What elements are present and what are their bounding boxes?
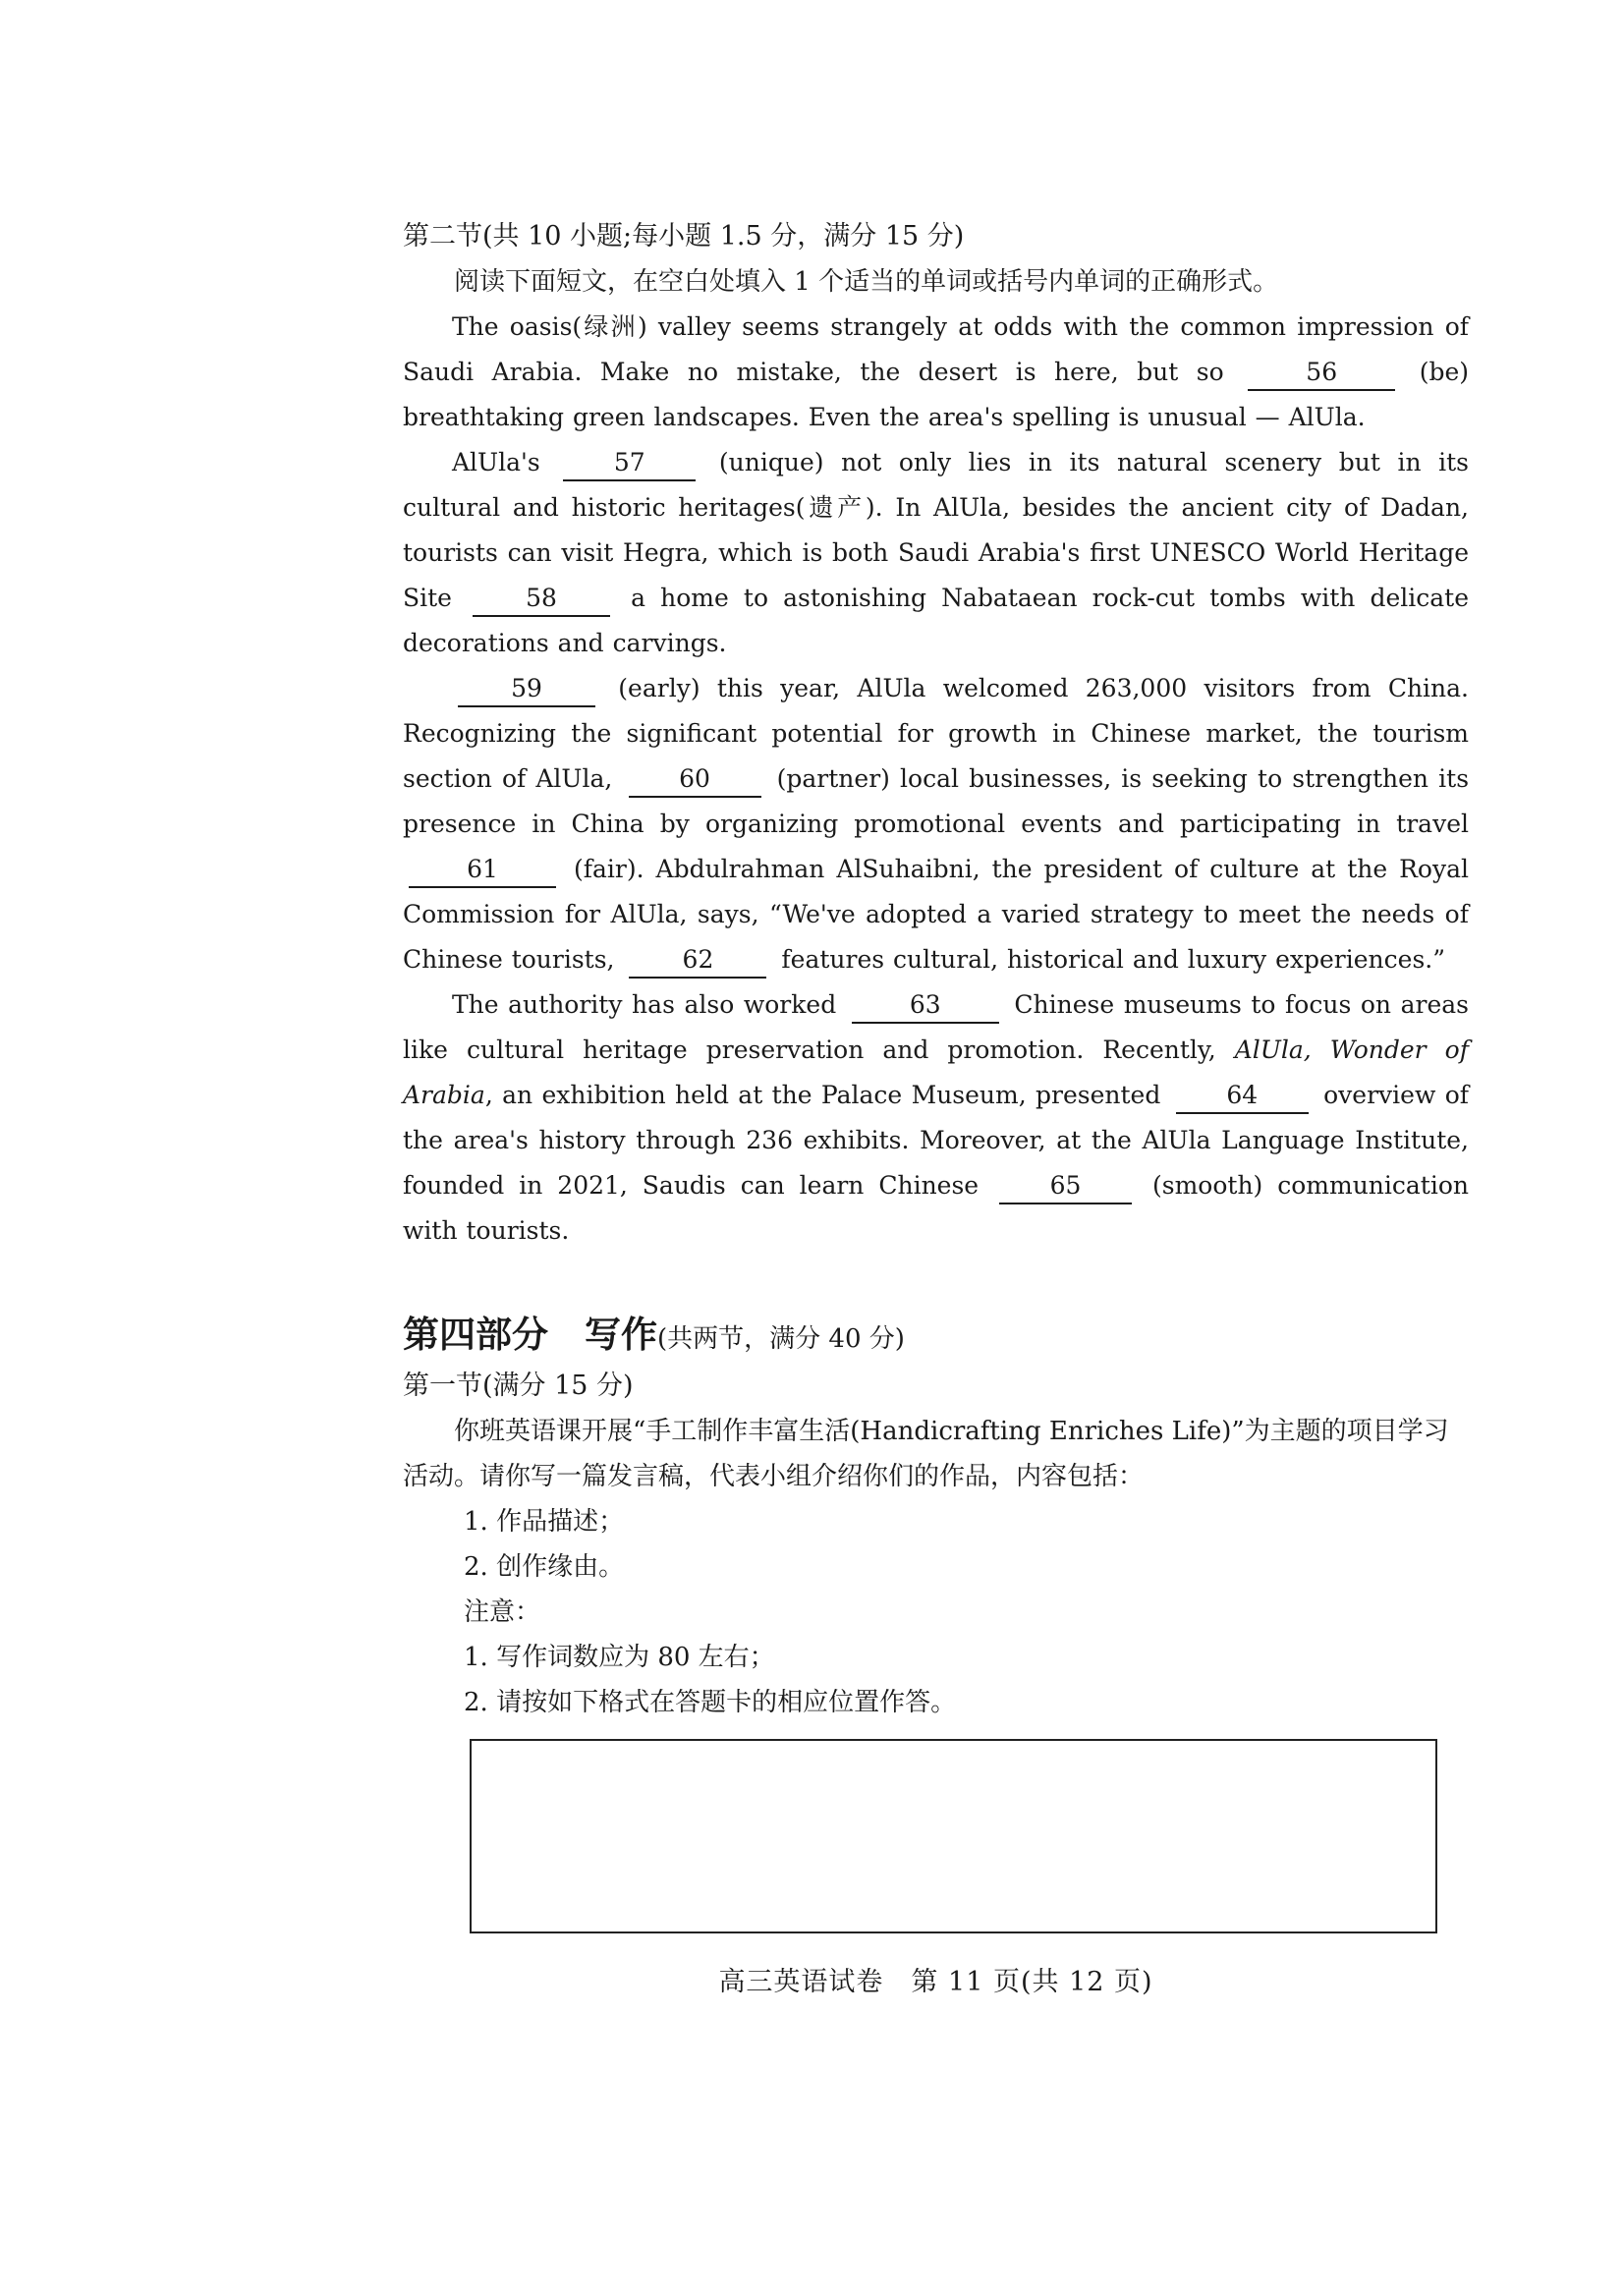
blank-63[interactable]: 63: [852, 988, 999, 1024]
p1-text-c: (be) breathtaking green landscapes. Even the area's spelling is unusual — AlUla.: [403, 358, 1470, 431]
exam-page: [403, 214, 1469, 2002]
page-footer: 高三英语试卷 第 11 页(共 12 页): [718, 1967, 1153, 1997]
blank-56[interactable]: 56: [1248, 356, 1395, 391]
answer-box[interactable]: [470, 1739, 1437, 1933]
blank-57[interactable]: 57: [563, 446, 696, 481]
p4-text-d: overview of the area's history through 236 exhibits. Moreover, at the AlUla Language Institute, founded in 2021, Saudis can learn Chinese: [403, 1081, 1470, 1200]
note-item-2: 2. 请按如下格式在答题卡的相应位置作答。: [464, 1688, 957, 1717]
p2-text-a: AlUla's: [452, 448, 540, 476]
blank-58[interactable]: 58: [473, 582, 610, 617]
part-4-title: 第四部分 写作: [403, 1314, 657, 1356]
content-item-1: 1. 作品描述；: [464, 1507, 625, 1537]
p2-text-d: a home to astonishing Nabataean rock-cut tombs with delicate decorations and carvings.: [403, 584, 1469, 657]
p4-text-a: The authority has also worked: [452, 990, 837, 1019]
blank-59[interactable]: 59: [458, 672, 595, 707]
passage-paragraph-1: [403, 305, 1469, 440]
p4-text-e: (smooth) communication with tourists.: [403, 1171, 1469, 1245]
passage-paragraph-4: [403, 982, 1469, 1254]
p4-text-c: , an exhibition held at the Palace Museum, presented: [484, 1081, 1161, 1109]
note-label: 注意：: [464, 1597, 541, 1627]
blank-60[interactable]: 60: [629, 762, 761, 798]
part-4-section-1-heading: 第一节(满分 15 分): [403, 1371, 634, 1401]
p3-text-c: (fair). Abdulrahman AlSuhaibni, the president of culture at the Royal Commission for AlUla, says, “We've adopted a varied strategy to meet the needs of Chinese tourists,: [403, 855, 1470, 974]
blank-61[interactable]: 61: [409, 853, 556, 888]
content-item-2: 2. 创作缘由。: [464, 1552, 625, 1582]
blank-62[interactable]: 62: [629, 943, 766, 979]
p4-text-b: Chinese museums to focus on areas like cultural heritage preservation and promotion. Recently,: [403, 990, 1469, 1064]
note-item-1: 1. 写作词数应为 80 左右；: [464, 1643, 775, 1672]
part-4-subtitle: (共两节，满分 40 分): [657, 1324, 905, 1354]
passage-paragraph-3: [403, 666, 1469, 982]
p3-text-a: (early) this year, AlUla welcomed 263,000 visitors from China. Recognizing the significant potential for growth in Chinese market, the tourism section of AlUla,: [403, 674, 1469, 793]
passage-paragraph-2: [403, 440, 1469, 666]
p1-text-a: The oasis(绿洲) valley seems strangely at odds with the common impression of Saudi Arabia. Make no mistake, the desert is here, but so: [403, 312, 1469, 386]
part-4-heading: [403, 1311, 1469, 1364]
p3-text-d: features cultural, historical and luxury experiences.”: [781, 945, 1445, 974]
p3-text-b: (partner) local businesses, is seeking to strengthen its presence in China by organizing promotional events and participating in travel: [403, 764, 1470, 838]
writing-prompt: 你班英语课开展“手工制作丰富生活(Handicrafting Enriches Life)”为主题的项目学习活动。请你写一篇发言稿，代表小组介绍你们的作品，内容包括：: [403, 1417, 1449, 1491]
section-2-heading: 第二节(共 10 小题;每小题 1.5 分，满分 15 分): [403, 221, 965, 252]
exhibition-title: AlUla, Wonder of Arabia: [403, 1036, 1469, 1109]
section-2-instruction: 阅读下面短文，在空白处填入 1 个适当的单词或括号内单词的正确形式。: [454, 267, 1279, 297]
blank-65[interactable]: 65: [999, 1169, 1132, 1204]
blank-64[interactable]: 64: [1176, 1079, 1309, 1114]
p2-text-c: (unique) not only lies in its natural scenery but in its cultural and historic heritages(遗产). In AlUla, besides the ancient city of Dadan, tourists can visit Hegra, which is both Saudi Arabia's first UNESCO World Heritage Site: [403, 448, 1469, 612]
